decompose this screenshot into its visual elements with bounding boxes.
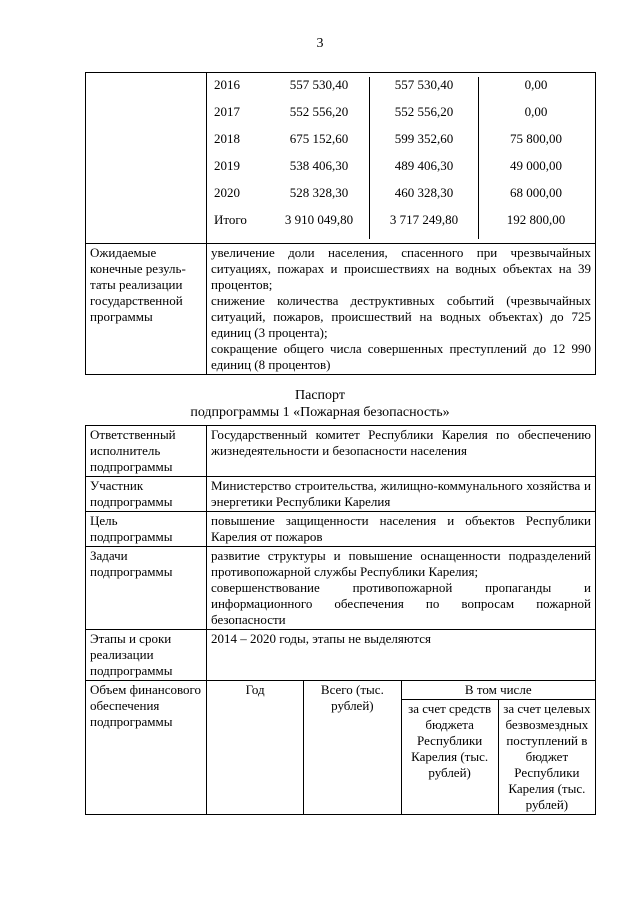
year: 2017 (214, 104, 240, 119)
financing-label: Объем финансового обеспечения подпрограммы (86, 681, 207, 815)
task-item: совершенствование противопожарной пропаганды и информационного обеспечения по вопросам пожарной безопасности (211, 580, 591, 627)
budget-value: 460 328,30 (370, 185, 479, 212)
budget-value: 489 406,30 (370, 158, 479, 185)
year: 2019 (214, 158, 240, 173)
year: 2016 (214, 77, 240, 92)
row-value: 2014 – 2020 годы, этапы не выделяются (207, 630, 596, 681)
passport-row (86, 426, 596, 477)
passport-row (86, 512, 596, 547)
finance-year-row (209, 158, 593, 185)
row-value (207, 547, 596, 630)
finance-year-row (209, 131, 593, 158)
passport-row (86, 477, 596, 512)
col-targeted-header: за счет целевых безвозмездных поступлений в бюджет Республики Карелия (тыс. рублей) (498, 700, 595, 815)
row-value: Государственный комитет Республики Карелия по обеспечению жизнедеятельности и безопасности населения (207, 426, 596, 477)
year: Итого (214, 212, 247, 227)
expected-results-label: Ожидаемые конечные резуль-таты реализации государственной программы (86, 244, 207, 375)
targeted-value: 192 800,00 (506, 212, 566, 227)
row-value: повышение защищенности населения и объектов Республики Карелия от пожаров (207, 512, 596, 547)
budget-value: 557 530,40 (370, 77, 479, 104)
targeted-value: 0,00 (524, 104, 548, 119)
row-label: Задачи подпрограммы (86, 547, 207, 630)
targeted-value: 0,00 (524, 77, 548, 92)
total-value: 538 406,30 (269, 158, 370, 185)
passport-table (85, 425, 596, 815)
total-value: 675 152,60 (269, 131, 370, 158)
finance-values-table (209, 77, 593, 239)
result-item: снижение количества деструктивных событий (чрезвычайных ситуаций, пожаров, происшествий на водных объектах) до 725 единиц (3 процента); (211, 293, 591, 340)
passport-row (86, 630, 596, 681)
col-year-header: Год (207, 681, 304, 815)
program-summary-table (85, 72, 596, 375)
row-label: Этапы и сроки реализации подпрограммы (86, 630, 207, 681)
budget-value: 552 556,20 (370, 104, 479, 131)
finance-year-row (209, 77, 593, 104)
empty-label-cell (86, 73, 207, 244)
passport-row (86, 547, 596, 630)
result-item: сокращение общего числа совершенных преступлений до 12 990 единиц (8 процентов) (211, 341, 591, 372)
task-item: развитие структуры и повышение оснащенности подразделений противопожарной службы Республики Карелия; (211, 548, 591, 579)
total-value: 557 530,40 (269, 77, 370, 104)
col-total-header: Всего (тыс. рублей) (304, 681, 401, 815)
total-value: 552 556,20 (269, 104, 370, 131)
total-value: 528 328,30 (269, 185, 370, 212)
finance-row (86, 73, 596, 244)
targeted-value: 49 000,00 (510, 158, 562, 173)
result-item: увеличение доли населения, спасенного при чрезвычайных ситуациях, пожарах и происшествиях на водных объектах на 39 процентов; (211, 245, 591, 292)
expected-results-value (207, 244, 596, 375)
finance-values-cell (207, 73, 596, 244)
row-label: Ответственный исполнитель подпрограммы (86, 426, 207, 477)
col-budget-header: за счет средств бюджета Республики Карелия (тыс. рублей) (401, 700, 498, 815)
finance-total-row (209, 212, 593, 239)
expected-results-row (86, 244, 596, 375)
targeted-value: 75 800,00 (510, 131, 562, 146)
passport-title: Паспорт (295, 388, 345, 403)
passport-subtitle: подпрограммы 1 «Пожарная безопасность» (190, 405, 450, 420)
col-including-header: В том числе (401, 681, 596, 700)
total-value: 3 910 049,80 (269, 212, 370, 239)
targeted-value: 68 000,00 (510, 185, 562, 200)
page-number: 3 (316, 36, 324, 51)
budget-value: 599 352,60 (370, 131, 479, 158)
financing-header-row (86, 681, 596, 700)
row-label: Участник подпрограммы (86, 477, 207, 512)
row-label: Цель подпрограммы (86, 512, 207, 547)
row-value: Министерство строительства, жилищно-коммунального хозяйства и энергетики Республики Карелия (207, 477, 596, 512)
year: 2020 (214, 185, 240, 200)
year: 2018 (214, 131, 240, 146)
budget-value: 3 717 249,80 (370, 212, 479, 239)
finance-year-row (209, 185, 593, 212)
finance-year-row (209, 104, 593, 131)
